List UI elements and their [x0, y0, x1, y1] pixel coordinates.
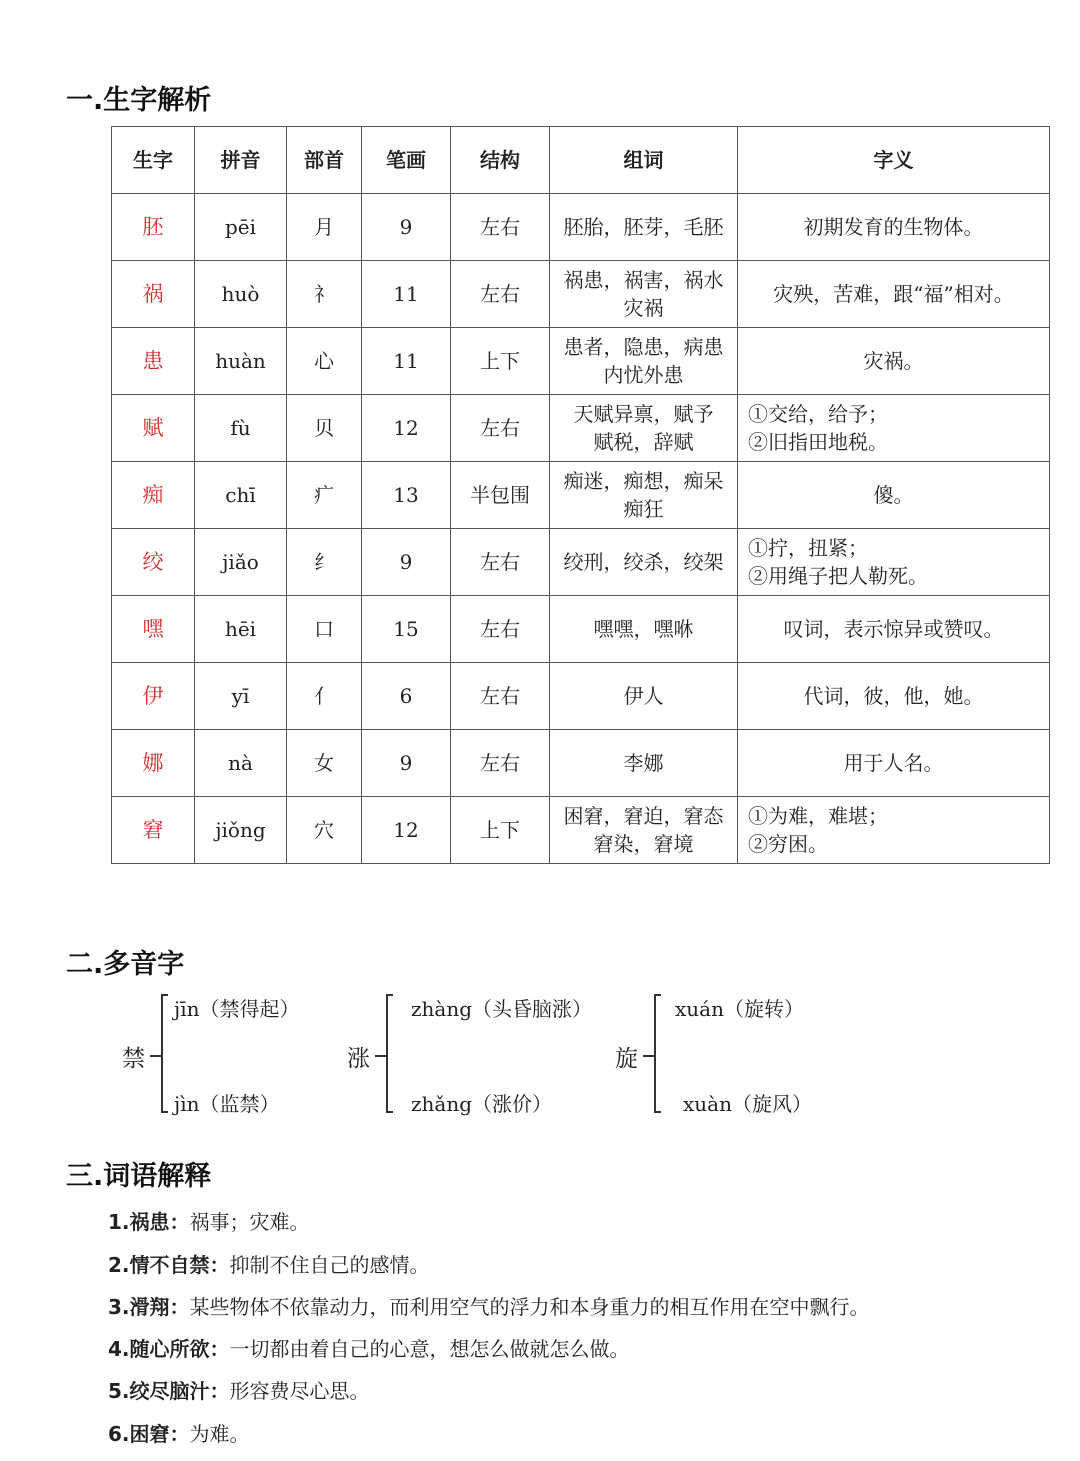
word-line: 痴迷，痴想，痴呆: [563, 469, 724, 493]
vocab-item: [108, 1375, 370, 1404]
words-cell: [550, 797, 738, 864]
table-row: [112, 395, 1050, 462]
pinyin-cell: jiǎo: [195, 529, 287, 596]
table-row: [112, 730, 1050, 797]
polyphone-reading: zhǎng（涨价）: [411, 1092, 553, 1116]
brace-icon: [375, 993, 405, 1114]
word-line: 内忧外患: [603, 363, 684, 387]
polyphone-reading: xuàn（旋风）: [683, 1092, 812, 1116]
pinyin-cell: hēi: [195, 596, 287, 663]
meaning-line: ①交给，给予；: [748, 402, 888, 426]
pinyin-cell: fù: [195, 395, 287, 462]
meaning-cell: [738, 797, 1050, 864]
char-cell: 绞: [112, 529, 195, 596]
strokes-cell: 9: [362, 529, 451, 596]
char-cell: 患: [112, 328, 195, 395]
meaning-line: ①拧，扭紧；: [748, 536, 868, 560]
vocab-item: [108, 1333, 630, 1362]
strokes-cell: 9: [362, 730, 451, 797]
word-line: 痴狂: [623, 497, 664, 521]
header-words: 组词: [550, 127, 738, 194]
word-line: 祸患，祸害，祸水: [563, 268, 724, 292]
pinyin-cell: pēi: [195, 194, 287, 261]
words-cell: [550, 261, 738, 328]
word-line: 天赋异禀，赋予: [573, 402, 714, 426]
structure-cell: 左右: [451, 730, 550, 797]
pinyin-cell: huàn: [195, 328, 287, 395]
table-row: [112, 261, 1050, 328]
meaning-line: 灾殃，苦难，跟“福”相对。: [773, 282, 1014, 306]
meaning-cell: [738, 462, 1050, 529]
vocab-definition: 一切都由着自己的心意，想怎么做就怎么做。: [229, 1337, 630, 1361]
header-radical: 部首: [287, 127, 362, 194]
words-cell: [550, 529, 738, 596]
word-line: 困窘，窘迫，窘态: [563, 804, 724, 828]
polyphone-reading: zhàng（头昏脑涨）: [411, 997, 593, 1021]
polyphone-char: 旋: [615, 1046, 638, 1072]
vocab-definition: 为难。: [189, 1422, 250, 1446]
polyphone-reading: jīn（禁得起）: [174, 997, 300, 1021]
meaning-line: 傻。: [873, 483, 914, 507]
section-title-polyphones: 二.多音字: [66, 949, 185, 980]
radical-cell: 女: [287, 730, 362, 797]
structure-cell: 左右: [451, 261, 550, 328]
strokes-cell: 11: [362, 261, 451, 328]
vocab-definition: 某些物体不依靠动力，而利用空气的浮力和本身重力的相互作用在空中飘行。: [189, 1295, 870, 1319]
structure-cell: 半包围: [451, 462, 550, 529]
char-cell: 伊: [112, 663, 195, 730]
table-header-row: [112, 127, 1050, 194]
pinyin-cell: huò: [195, 261, 287, 328]
radical-cell: 亻: [287, 663, 362, 730]
structure-cell: 左右: [451, 596, 550, 663]
word-line: 赋税，辞赋: [593, 430, 694, 454]
vocab-term: 1.祸患：: [108, 1210, 190, 1234]
vocab-term: 5.绞尽脑汁：: [108, 1379, 230, 1403]
radical-cell: 贝: [287, 395, 362, 462]
structure-cell: 上下: [451, 328, 550, 395]
vocab-definition: 抑制不住自己的感情。: [229, 1253, 430, 1277]
section-title-vocabulary: 三.词语解释: [66, 1161, 212, 1192]
table-row: [112, 797, 1050, 864]
words-cell: [550, 194, 738, 261]
radical-cell: 礻: [287, 261, 362, 328]
meaning-cell: [738, 194, 1050, 261]
char-cell: 胚: [112, 194, 195, 261]
pinyin-cell: jiǒng: [195, 797, 287, 864]
header-structure: 结构: [451, 127, 550, 194]
meaning-line: 用于人名。: [843, 751, 944, 775]
vocab-item: [108, 1206, 310, 1235]
table-row: [112, 328, 1050, 395]
meaning-cell: [738, 529, 1050, 596]
meaning-line: 初期发育的生物体。: [803, 215, 984, 239]
structure-cell: 左右: [451, 529, 550, 596]
radical-cell: 心: [287, 328, 362, 395]
meaning-line: 灾祸。: [863, 349, 924, 373]
word-line: 灾祸: [623, 296, 664, 320]
strokes-cell: 15: [362, 596, 451, 663]
table-row: [112, 194, 1050, 261]
word-line: 嘿嘿，嘿咻: [593, 617, 694, 641]
structure-cell: 左右: [451, 395, 550, 462]
section-title-characters: 一.生字解析: [66, 85, 212, 116]
word-line: 窘染，窘境: [593, 832, 694, 856]
vocab-definition: 形容费尽心思。: [229, 1379, 370, 1403]
strokes-cell: 12: [362, 395, 451, 462]
words-cell: [550, 462, 738, 529]
header-char: 生字: [112, 127, 195, 194]
vocab-item: [108, 1418, 250, 1447]
polyphone-char: 涨: [347, 1046, 370, 1072]
words-cell: [550, 395, 738, 462]
words-cell: [550, 730, 738, 797]
meaning-cell: [738, 328, 1050, 395]
word-line: 绞刑，绞杀，绞架: [563, 550, 724, 574]
structure-cell: 上下: [451, 797, 550, 864]
words-cell: [550, 328, 738, 395]
char-cell: 祸: [112, 261, 195, 328]
radical-cell: 月: [287, 194, 362, 261]
polyphone-char: 禁: [122, 1046, 145, 1072]
brace-icon: [643, 993, 673, 1114]
vocab-item: [108, 1249, 430, 1278]
radical-cell: 纟: [287, 529, 362, 596]
structure-cell: 左右: [451, 663, 550, 730]
structure-cell: 左右: [451, 194, 550, 261]
radical-cell: 口: [287, 596, 362, 663]
meaning-cell: [738, 730, 1050, 797]
strokes-cell: 12: [362, 797, 451, 864]
meaning-cell: [738, 261, 1050, 328]
words-cell: [550, 663, 738, 730]
vocab-term: 4.随心所欲：: [108, 1337, 230, 1361]
word-line: 胚胎，胚芽，毛胚: [563, 215, 724, 239]
polyphone-reading: jìn（监禁）: [174, 1092, 280, 1116]
char-cell: 嘿: [112, 596, 195, 663]
vocab-definition: 祸事；灾难。: [189, 1210, 310, 1234]
vocab-term: 2.情不自禁：: [108, 1253, 230, 1277]
strokes-cell: 13: [362, 462, 451, 529]
strokes-cell: 11: [362, 328, 451, 395]
char-cell: 痴: [112, 462, 195, 529]
meaning-line: ②旧指田地税。: [748, 430, 888, 454]
pinyin-cell: chī: [195, 462, 287, 529]
radical-cell: 穴: [287, 797, 362, 864]
pinyin-cell: nà: [195, 730, 287, 797]
meaning-line: 叹词，表示惊异或赞叹。: [783, 617, 1004, 641]
meaning-cell: [738, 596, 1050, 663]
table-row: [112, 462, 1050, 529]
table-row: [112, 596, 1050, 663]
vocab-term: 3.滑翔：: [108, 1295, 190, 1319]
meaning-line: 代词，彼，他，她。: [803, 684, 984, 708]
meaning-line: ②用绳子把人勒死。: [748, 564, 928, 588]
polyphone-reading: xuán（旋转）: [675, 997, 804, 1021]
char-cell: 娜: [112, 730, 195, 797]
header-strokes: 笔画: [362, 127, 451, 194]
table-row: [112, 663, 1050, 730]
table-row: [112, 529, 1050, 596]
meaning-cell: [738, 663, 1050, 730]
vocab-term: 6.困窘：: [108, 1422, 190, 1446]
meaning-cell: [738, 395, 1050, 462]
character-table: [111, 126, 1050, 864]
word-line: 伊人: [623, 684, 664, 708]
pinyin-cell: yī: [195, 663, 287, 730]
words-cell: [550, 596, 738, 663]
word-line: 患者，隐患，病患: [563, 335, 724, 359]
strokes-cell: 9: [362, 194, 451, 261]
meaning-line: ②穷困。: [748, 832, 828, 856]
header-pinyin: 拼音: [195, 127, 287, 194]
header-meaning: 字义: [738, 127, 1050, 194]
char-cell: 赋: [112, 395, 195, 462]
char-cell: 窘: [112, 797, 195, 864]
radical-cell: 疒: [287, 462, 362, 529]
meaning-line: ①为难，难堪；: [748, 804, 888, 828]
vocab-item: [108, 1291, 870, 1320]
word-line: 李娜: [623, 751, 664, 775]
strokes-cell: 6: [362, 663, 451, 730]
